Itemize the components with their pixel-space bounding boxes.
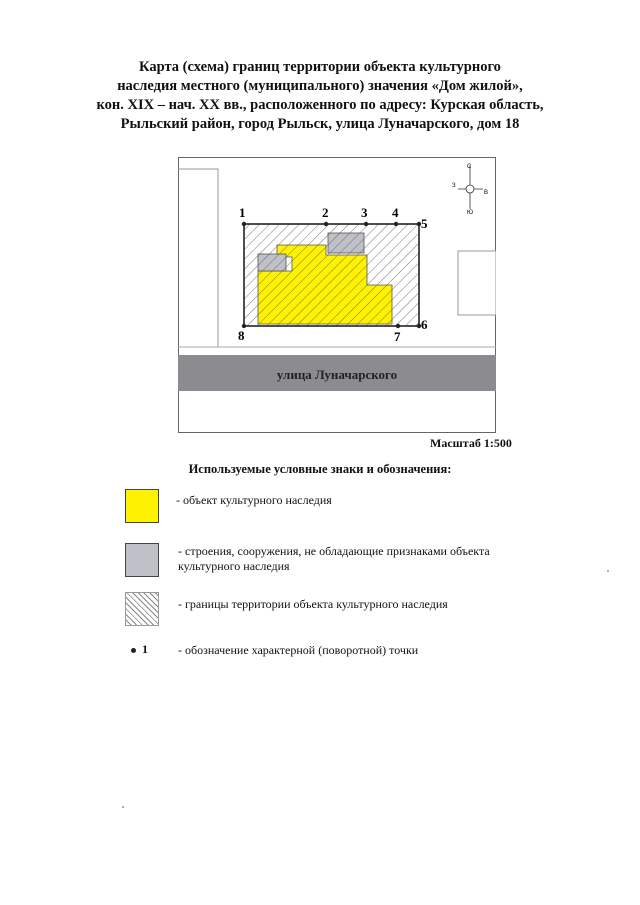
- legend-text-outbuilding-line-1: - строения, сооружения, не обладающие признаками объекта: [178, 544, 490, 558]
- street-label: улица Луначарского: [276, 367, 398, 382]
- point-marker-4: [394, 222, 398, 226]
- legend-text-outbuilding: [178, 544, 490, 574]
- legend-point-number: 1: [142, 642, 148, 656]
- point-marker-3: [364, 222, 368, 226]
- legend-text-heritage: - объект культурного наследия: [176, 493, 332, 507]
- scan-speck: [122, 806, 124, 808]
- legend-point-symbol: [131, 642, 148, 657]
- point-dot-icon: [131, 648, 136, 653]
- scale-label: Масштаб 1:500: [430, 436, 512, 450]
- point-label-4: 4: [392, 205, 399, 220]
- legend-swatch-boundary: [125, 592, 159, 626]
- map-svg: [178, 157, 496, 433]
- point-label-5: 5: [421, 216, 428, 231]
- title-line-2: наследия местного (муниципального) значения «Дом жилой»,: [117, 78, 523, 94]
- legend-title: Используемые условные знаки и обозначения:: [188, 462, 452, 476]
- boundary-map: [178, 157, 496, 433]
- legend-text-boundary: - границы территории объекта культурного наследия: [178, 597, 448, 611]
- title-line-3: кон. XIX – нач. XX вв., расположенного по адресу: Курская область,: [96, 97, 544, 113]
- point-label-1: 1: [239, 205, 246, 220]
- legend-swatch-heritage: [125, 489, 159, 523]
- document-title: [60, 58, 580, 134]
- legend-swatch-outbuilding: [125, 543, 159, 577]
- point-marker-1: [242, 222, 246, 226]
- compass-east: В: [484, 190, 489, 196]
- scan-speck: [607, 570, 609, 572]
- point-marker-2: [324, 222, 328, 226]
- compass-south: Ю: [467, 210, 474, 216]
- compass-west: З: [452, 183, 456, 189]
- point-label-7: 7: [394, 329, 401, 344]
- territory-boundary: [244, 224, 419, 326]
- compass-north: С: [467, 164, 472, 170]
- title-line-4: Рыльский район, город Рыльск, улица Луначарского, дом 18: [120, 116, 520, 132]
- point-label-8: 8: [238, 328, 245, 343]
- point-marker-7: [396, 324, 400, 328]
- point-label-2: 2: [322, 205, 329, 220]
- title-line-1: Карта (схема) границ территории объекта культурного: [139, 59, 501, 75]
- neighbor-building-right: [458, 251, 496, 315]
- legend-text-outbuilding-line-2: культурного наследия: [178, 559, 290, 573]
- point-label-6: 6: [421, 317, 428, 332]
- legend-text-point: - обозначение характерной (поворотной) точки: [178, 643, 419, 657]
- point-label-3: 3: [361, 205, 368, 220]
